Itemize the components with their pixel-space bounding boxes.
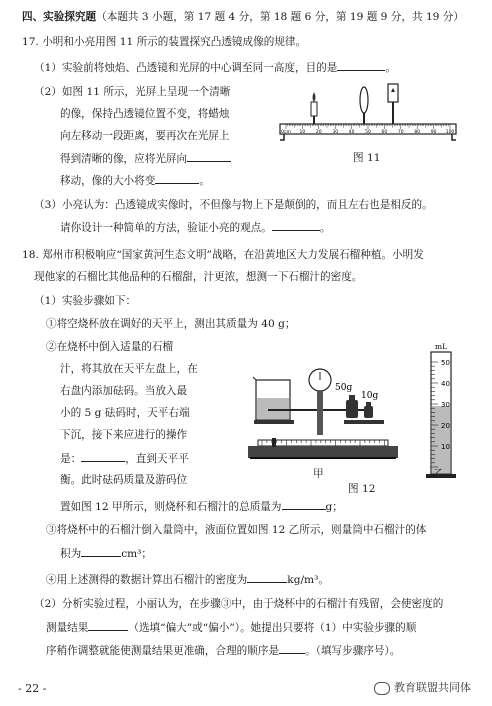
bench-label: 40	[348, 130, 355, 135]
q18-step2-line7: 衡。此时砝码质量及游码位	[60, 474, 188, 486]
answer-blank	[81, 451, 125, 462]
weight-10g-label: 10g	[361, 391, 379, 401]
q18-step2-line8-text: 置如图 12 甲所示，则烧杯和石榴汁的总质量为	[60, 501, 282, 513]
wechat-icon	[374, 682, 390, 695]
q17-stem: 17. 小明和小亮用图 11 所示的装置探究凸透镜成像的规律。	[22, 36, 307, 48]
bench-label: 10	[299, 130, 306, 135]
answer-blank	[88, 620, 128, 631]
figure-label-jia: 甲	[313, 468, 324, 480]
answer-blank	[247, 572, 287, 583]
q18-part2-line3-text: 序稍作调整就能使测量结果更准确，合理的顺序是	[46, 645, 280, 657]
answer-blank	[155, 173, 199, 184]
section-note: （本题共 3 小题，第 17 题 4 分，第 18 题 6 分，第 19 题 9 分，共 19 分）	[96, 11, 464, 23]
optical-bench-figure	[272, 78, 462, 148]
page-number: - 22 -	[18, 682, 47, 695]
figure-11-caption: 图 11	[353, 152, 381, 164]
answer-blank	[337, 60, 385, 71]
q17-part2-line4	[60, 151, 231, 166]
watermark	[374, 679, 471, 695]
bench-label: 50	[365, 130, 371, 135]
q18-step1: ①将空烧杯放在调好的天平上，测出其质量为 40 g；	[46, 318, 296, 330]
watermark-text: 教育联盟共同体	[394, 681, 471, 694]
q18-step2-line4: 小的 5 g 砝码时，天平右端	[60, 407, 190, 419]
cylinder-tick-label: 10	[441, 443, 450, 451]
q17-part2-line4-text: 得到清晰的像，应将光屏向	[60, 153, 188, 165]
q17-part1-end: 。	[385, 62, 396, 74]
answer-blank	[81, 546, 121, 557]
answer-blank	[187, 151, 231, 162]
figure-12-caption: 图 12	[348, 483, 376, 495]
q18-step2-line5: 下沉，接下来应进行的操作	[60, 429, 188, 441]
figure-label-yi: 乙	[433, 468, 444, 480]
light-screen-icon	[388, 84, 398, 124]
q17-part3-line1: （3）小亮认为：凸透镜成实像时，不但像与物上下是颠倒的，而且左右也是相反的。	[34, 199, 433, 211]
answer-blank	[272, 220, 320, 231]
answer-blank	[279, 643, 305, 654]
q18-step3-line2-end: cm³；	[121, 548, 153, 560]
q18-part2-line1: （2）分析实验过程，小丽认为，在步骤③中，由于烧杯中的石榴汁有残留，会使密度的	[34, 598, 444, 610]
bench-label: 90	[430, 130, 437, 135]
q17-part1	[34, 60, 396, 75]
q17-part2-line3: 向左移动一段距离，要再次在光屏上	[60, 130, 230, 142]
cylinder-tick-label: 20	[441, 422, 450, 430]
q17-part3-line2-text: 请你设计一种简单的方法，验证小亮的观点。	[60, 222, 272, 234]
q18-step2-line6b: ，直到天平平	[125, 453, 189, 465]
weight-10g-icon	[364, 402, 373, 418]
q17-part2-line5	[60, 173, 210, 188]
q18-step3-line2	[60, 546, 152, 561]
q17-part3-line2	[60, 220, 330, 235]
bench-label: 80	[414, 130, 421, 135]
cylinder-unit-label: mL	[435, 342, 448, 351]
cylinder-tick-label: 40	[441, 380, 450, 388]
q18-step3-line1: ③将烧杯中的石榴汁倒入量筒中，液面位置如图 12 乙所示，则量筒中石榴汁的体	[46, 524, 427, 536]
q18-step2-line3: 右盘内添加砝码。当放入最	[60, 385, 188, 397]
q18-part2-line2-mid: （选填“偏大”或“偏小”）。她提出只要将（1）中实验步骤的顺	[128, 622, 417, 634]
section-header	[22, 10, 464, 24]
weight-50g-label: 50g	[335, 383, 353, 393]
q18-part2-line2	[46, 620, 416, 635]
q17-part2-line5-text: 移动，像的大小将变	[60, 175, 156, 187]
cylinder-tick-label: 30	[441, 401, 450, 409]
q18-part2-line3	[46, 643, 400, 658]
q18-step4-end: kg/m³。	[287, 574, 329, 586]
q18-step3-line2-text: 积为	[60, 548, 82, 560]
section-title: 四、实验探究题	[22, 11, 97, 23]
weight-50g-icon	[346, 395, 358, 418]
measuring-cylinder-icon	[426, 352, 456, 478]
convex-lens-icon	[360, 87, 368, 124]
q18-step2-line8-end: g；	[325, 501, 343, 513]
balance-and-cylinder-figure	[228, 340, 468, 490]
cylinder-tick-label: 50	[441, 359, 450, 367]
q18-part2-line3-end: 。（填写步骤序号）。	[305, 645, 401, 657]
q17-part2-line1: （2）如图 11 所示，光屏上呈现一个清晰	[34, 86, 231, 98]
bench-label: 30	[332, 130, 339, 135]
bench-label: 20	[315, 130, 322, 135]
q18-step2-line2: 汁，将其放在天平左盘上，在	[60, 363, 198, 375]
q18-step4	[46, 572, 329, 587]
q18-step2-line6a: 是：	[60, 453, 82, 465]
bench-label: 70	[397, 130, 404, 135]
bench-label: 60	[381, 130, 388, 135]
q18-stem-line1: 18. 郑州市积极响应“国家黄河生态文明”战略，在沿黄地区大力发展石榴种植。小明发	[22, 249, 424, 261]
q17-part3-line2-end: 。	[319, 222, 331, 234]
bench-label: 100	[445, 130, 455, 135]
q18-step4-text: ④用上述测得的数据计算出石榴汁的密度为	[46, 574, 248, 586]
q18-step2-line8	[60, 499, 343, 514]
q18-stem-line2: 现他家的石榴比其他品种的石榴甜，汁更浓，想测一下石榴汁的密度。	[34, 271, 363, 283]
answer-blank	[282, 499, 326, 510]
q17-part2-line2: 的像，保持凸透镜位置不变，将蜡烛	[60, 108, 230, 120]
rider-icon	[272, 438, 276, 447]
bench-label: 0cm	[281, 130, 291, 135]
q18-step2-line6	[60, 451, 189, 466]
q18-part1: （1）实验步骤如下：	[34, 295, 137, 307]
candle-icon	[311, 92, 317, 124]
q17-part2-line5-end: 。	[199, 175, 210, 187]
q18-part2-line2-text: 测量结果	[46, 622, 89, 634]
beaker-icon	[253, 377, 290, 420]
q17-part1-text: （1）实验前将烛焰、凸透镜和光屏的中心调至同一高度，目的是	[34, 62, 338, 74]
q18-step2-line1: ②在烧杯中倒入适量的石榴	[46, 341, 174, 353]
